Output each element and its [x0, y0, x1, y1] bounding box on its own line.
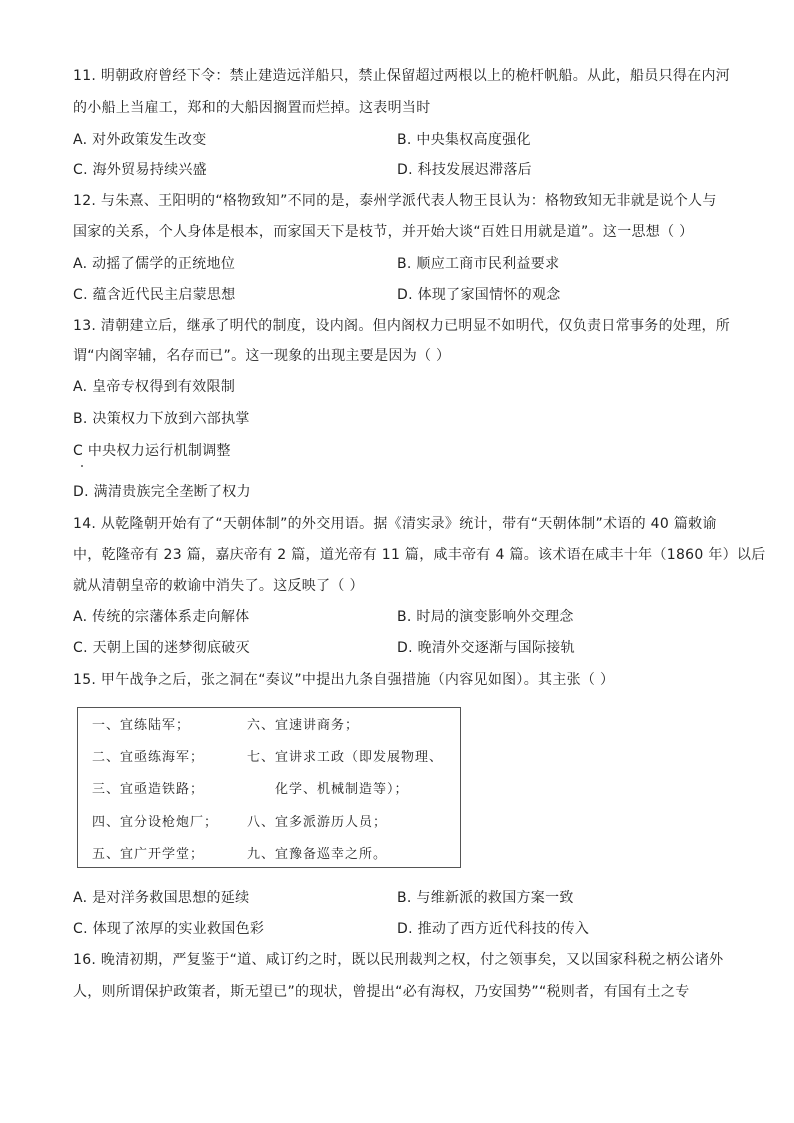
figure-item-4: 四、宜分设枪炮厂； [92, 815, 219, 830]
figure-item-9: 九、宜豫备巡幸之所。 [247, 847, 388, 862]
q15-measures-figure [77, 707, 461, 868]
q15-option-b[interactable]: B. 与维新派的救国方案一致 [397, 890, 574, 906]
q13-option-d[interactable]: D. 满清贵族完全垄断了权力 [73, 484, 251, 500]
figure-item-8: 八、宜多派游历人员； [247, 815, 388, 830]
q14-option-b[interactable]: B. 时局的演变影响外交理念 [397, 609, 574, 625]
q11-option-b[interactable]: B. 中央集权高度强化 [397, 132, 531, 148]
q12-stem-line2: 国家的关系，个人身体是根本，而家国天下是枝节，并开始大谈“百姓日用就是道”。这一思想（ ） [73, 224, 694, 240]
q13-option-a[interactable]: A. 皇帝专权得到有效限制 [73, 379, 236, 395]
q14-option-c[interactable]: C. 天朝上国的迷梦彻底破灭 [73, 640, 250, 656]
q12-option-c[interactable]: C. 蕴含近代民主启蒙思想 [73, 287, 236, 303]
figure-item-2: 二、宜亟练海军； [92, 750, 205, 765]
q11-stem-line2: 的小船上当雇工，郑和的大船因搁置而烂掉。这表明当时 [73, 100, 431, 116]
q14-stem-line2: 中，乾隆帝有 23 篇，嘉庆帝有 2 篇，道光帝有 11 篇，咸丰帝有 4 篇。该术语在咸丰十年（1860 年）以后 [73, 547, 766, 563]
q12-option-d[interactable]: D. 体现了家国情怀的观念 [397, 287, 561, 303]
figure-item-6: 六、宜速讲商务； [247, 718, 360, 733]
q14-stem-line1: 14. 从乾隆朝开始有了“天朝体制”的外交用语。据《清实录》统计，带有“天朝体制”术语的 40 篇敕谕 [73, 516, 717, 532]
q15-option-d[interactable]: D. 推动了西方近代科技的传入 [397, 921, 590, 937]
q14-option-d[interactable]: D. 晚清外交逐渐与国际接轨 [397, 640, 575, 656]
q15-stem-line1: 15. 甲午战争之后，张之洞在“奏议”中提出九条自强措施（内容见如图）。其主张（ ） [73, 672, 615, 688]
q13-stem-line1: 13. 清朝建立后，继承了明代的制度，设内阁。但内阁权力已明显不如明代，仅负责日常事务的处理，所 [73, 318, 731, 334]
q14-option-a[interactable]: A. 传统的宗藩体系走向解体 [73, 609, 250, 625]
stray-mark [81, 465, 83, 467]
q11-option-c[interactable]: C. 海外贸易持续兴盛 [73, 162, 207, 178]
q12-option-b[interactable]: B. 顺应工商市民利益要求 [397, 256, 560, 272]
q15-option-c[interactable]: C. 体现了浓厚的实业救国色彩 [73, 921, 265, 937]
q12-stem-line1: 12. 与朱熹、王阳明的“格物致知”不同的是，泰州学派代表人物王艮认为：格物致知无非就是说个人与 [73, 193, 717, 209]
q11-stem-line1: 11. 明朝政府曾经下令：禁止建造远洋船只，禁止保留超过两根以上的桅杆帆船。从此，船员只得在内河 [73, 68, 731, 84]
q12-option-a[interactable]: A. 动摇了儒学的正统地位 [73, 256, 236, 272]
q13-option-b[interactable]: B. 决策权力下放到六部执掌 [73, 411, 250, 427]
q16-stem-line1: 16. 晚清初期，严复鉴于“道、咸订约之时，既以民刑裁判之权，付之领事矣，又以国家科税之柄公诸外 [73, 952, 724, 968]
figure-item-1: 一、宜练陆军； [92, 718, 191, 733]
q16-stem-line2: 人，则所谓保护政策者，斯无望已”的现状，曾提出“必有海权，乃安国势”“税则者，有国有土之专 [73, 984, 690, 1000]
q15-option-a[interactable]: A. 是对洋务救国思想的延续 [73, 890, 250, 906]
figure-item-5: 五、宜广开学堂； [92, 847, 205, 862]
figure-item-3: 三、宜亟造铁路； [92, 782, 205, 797]
figure-item-7: 七、宜讲求工政（即发展物理、 [247, 750, 444, 765]
q14-stem-line3: 就从清朝皇帝的敕谕中消失了。这反映了（ ） [73, 578, 364, 594]
q13-stem-line2: 谓“内阁宰辅，名存而已”。这一现象的出现主要是因为（ ） [73, 348, 451, 364]
q11-option-a[interactable]: A. 对外政策发生改变 [73, 132, 207, 148]
q13-option-c[interactable]: C 中央权力运行机制调整 [73, 443, 231, 459]
figure-item-7-cont: 化学、机械制造等）； [275, 782, 409, 797]
q11-option-d[interactable]: D. 科技发展迟滞落后 [397, 162, 532, 178]
